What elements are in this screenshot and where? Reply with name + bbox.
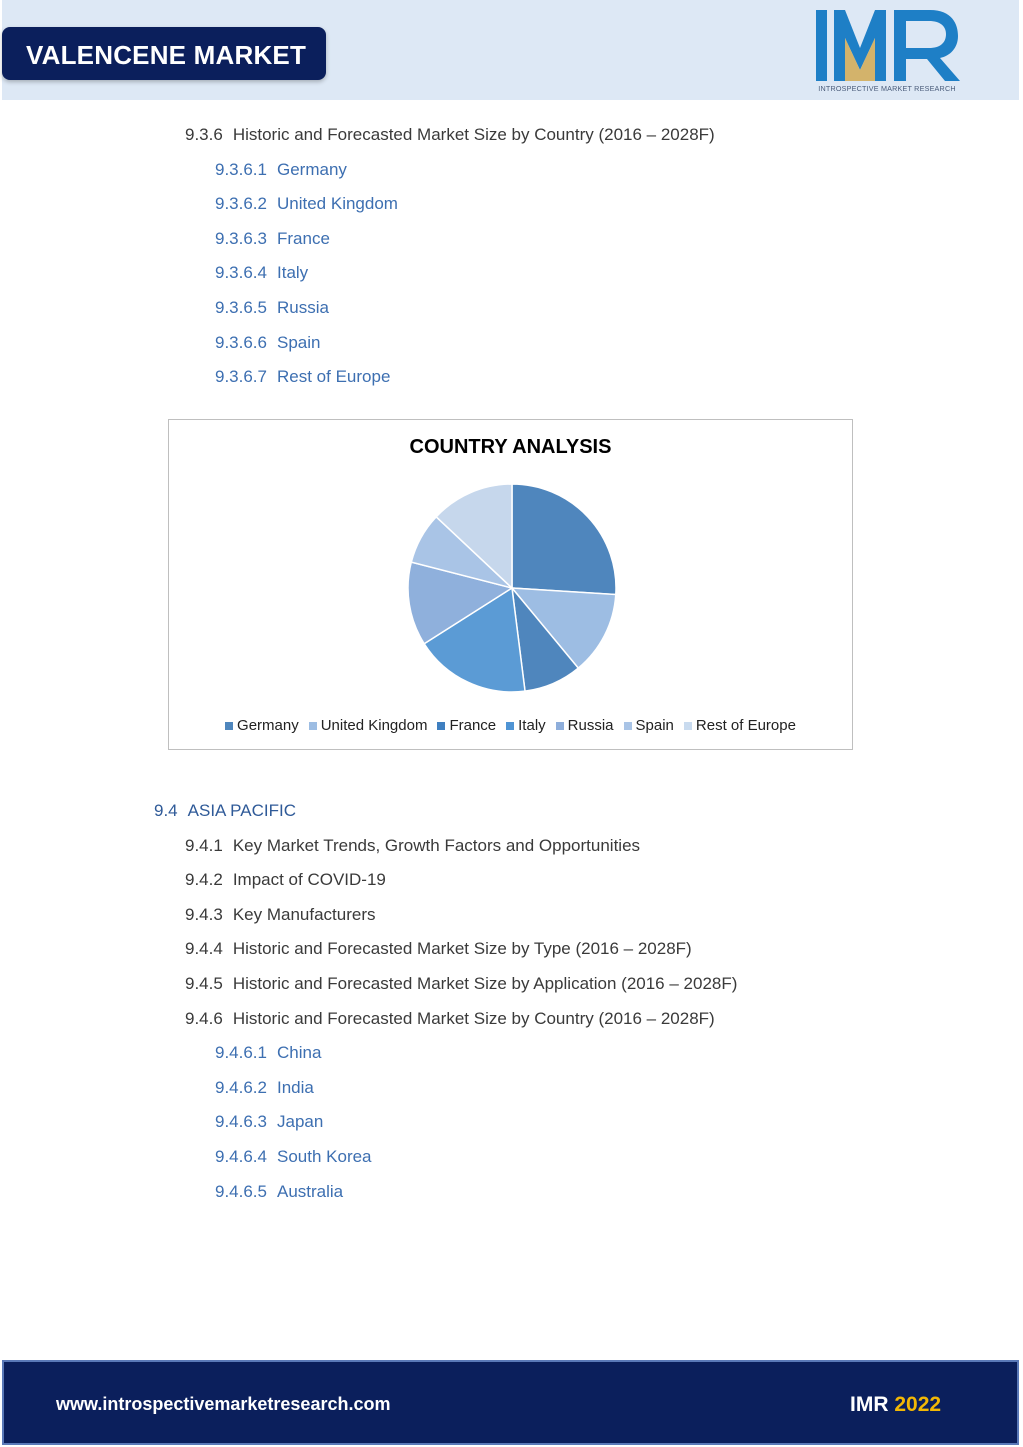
logo-caption: INTROSPECTIVE MARKET RESEARCH: [818, 84, 956, 93]
country-analysis-chart: [168, 419, 853, 750]
pie-chart: [169, 420, 854, 751]
toc-entry-number: 9.3.6.4: [215, 263, 267, 283]
toc-entry[interactable]: [185, 905, 376, 925]
toc-entry-title: Impact of COVID-19: [232, 870, 386, 890]
legend-swatch: [506, 722, 514, 730]
toc-entry-number: 9.4.6.5: [215, 1181, 267, 1201]
toc-entry-number: 9.3.6: [185, 125, 223, 144]
legend-item: [684, 717, 796, 734]
legend-swatch: [556, 722, 564, 730]
toc-entry-number: 9.4.6.1: [215, 1043, 267, 1063]
toc-entry-title: Historic and Forecasted Market Size by Country (2016 – 2028F): [232, 1008, 715, 1028]
toc-entry-number: 9.4.6: [185, 1008, 223, 1028]
toc-entry-number: 9.3.6.7: [215, 367, 267, 387]
legend-label: Spain: [635, 717, 674, 734]
legend-label: Rest of Europe: [695, 717, 796, 734]
legend-label: France: [449, 717, 497, 734]
toc-entry[interactable]: [215, 333, 320, 353]
legend-item: [556, 717, 614, 734]
toc-entry-title: Germany: [277, 159, 347, 179]
toc-entry[interactable]: [215, 160, 347, 180]
toc-entry-title: Spain: [277, 332, 321, 352]
imr-logo: [812, 8, 962, 96]
legend-item: [225, 717, 299, 734]
legend-item: [624, 717, 674, 734]
legend-label: Russia: [567, 717, 614, 734]
logo-r-shape: [894, 10, 960, 81]
toc-entry-title: Italy: [277, 263, 309, 283]
chart-title: COUNTRY ANALYSIS: [409, 436, 612, 458]
report-title: VALENCENE MARKET: [26, 40, 307, 70]
toc-entry-title: South Korea: [277, 1147, 372, 1166]
toc-entry-title: ASIA PACIFIC: [187, 801, 296, 820]
toc-entry[interactable]: [215, 367, 390, 387]
toc-entry[interactable]: [185, 125, 715, 145]
footer-website-link[interactable]: www.introspectivemarketresearch.com: [56, 1394, 391, 1414]
toc-entry-title: Russia: [277, 298, 329, 317]
toc-entry-number: 9.4.4: [185, 939, 223, 959]
toc-entry[interactable]: [185, 870, 386, 890]
toc-entry-title: Australia: [277, 1181, 344, 1201]
footer-brand: [850, 1393, 941, 1417]
toc-entry[interactable]: [215, 263, 308, 283]
legend-item: [437, 717, 496, 734]
toc-entry[interactable]: [185, 836, 640, 856]
toc-entry[interactable]: [215, 1182, 343, 1202]
toc-entry[interactable]: [154, 801, 296, 821]
toc-entry-title: France: [277, 228, 330, 248]
toc-entry-title: Japan: [277, 1112, 324, 1132]
legend-item: [309, 717, 428, 734]
toc-entry[interactable]: [215, 194, 398, 214]
toc-entry-number: 9.4.6.4: [215, 1147, 267, 1166]
toc-entry-number: 9.4.6.2: [215, 1077, 267, 1097]
toc-entry-title: Key Market Trends, Growth Factors and Opportunities: [232, 835, 641, 855]
toc-entry-title: Historic and Forecasted Market Size by Type (2016 – 2028F): [232, 939, 692, 959]
toc-entry-title: Historic and Forecasted Market Size by Application (2016 – 2028F): [232, 974, 738, 993]
legend-item: [506, 717, 546, 734]
toc-entry[interactable]: [215, 229, 330, 249]
toc-entry-title: Historic and Forecasted Market Size by Country (2016 – 2028F): [232, 125, 715, 144]
toc-entry-number: 9.4.6.3: [215, 1112, 267, 1132]
legend-swatch: [624, 722, 632, 730]
toc-entry[interactable]: [215, 298, 329, 318]
legend-swatch: [225, 722, 233, 730]
report-title-badge: [2, 27, 326, 80]
toc-entry[interactable]: [215, 1112, 323, 1132]
pie-slice-germany: [512, 484, 616, 595]
toc-entry-number: 9.4.5: [185, 974, 223, 993]
toc-entry-number: 9.3.6.1: [215, 159, 267, 179]
toc-entry[interactable]: [185, 939, 692, 959]
toc-entry-title: United Kingdom: [277, 194, 398, 214]
legend-swatch: [437, 722, 445, 730]
toc-entry-title: India: [277, 1077, 314, 1097]
toc-entry-title: China: [277, 1043, 322, 1063]
footer-brand-name: IMR: [850, 1393, 889, 1416]
toc-entry-number: 9.4.2: [185, 870, 223, 890]
toc-entry-number: 9.3.6.3: [215, 228, 267, 248]
legend-label: United Kingdom: [320, 717, 428, 734]
legend-swatch: [684, 722, 692, 730]
toc-entry-number: 9.3.6.6: [215, 332, 267, 352]
toc-entry-number: 9.4: [154, 801, 178, 820]
toc-entry[interactable]: [185, 1009, 715, 1029]
toc-entry[interactable]: [215, 1147, 372, 1167]
legend-label: Italy: [518, 717, 546, 734]
legend-swatch: [309, 722, 317, 730]
chart-legend: [169, 717, 852, 734]
logo-i-bar: [816, 10, 827, 81]
toc-entry[interactable]: [185, 974, 737, 994]
footer-band: [2, 1360, 1019, 1445]
legend-label: Germany: [237, 717, 299, 734]
toc-entry[interactable]: [215, 1043, 321, 1063]
toc-entry-number: 9.3.6.2: [215, 194, 267, 214]
toc-entry[interactable]: [215, 1078, 314, 1098]
toc-entry-title: Key Manufacturers: [232, 904, 376, 924]
toc-entry-number: 9.4.3: [185, 904, 223, 924]
footer-year: 2022: [894, 1393, 942, 1416]
toc-entry-number: 9.4.1: [185, 835, 223, 855]
toc-entry-title: Rest of Europe: [277, 367, 391, 387]
toc-entry-number: 9.3.6.5: [215, 298, 267, 317]
